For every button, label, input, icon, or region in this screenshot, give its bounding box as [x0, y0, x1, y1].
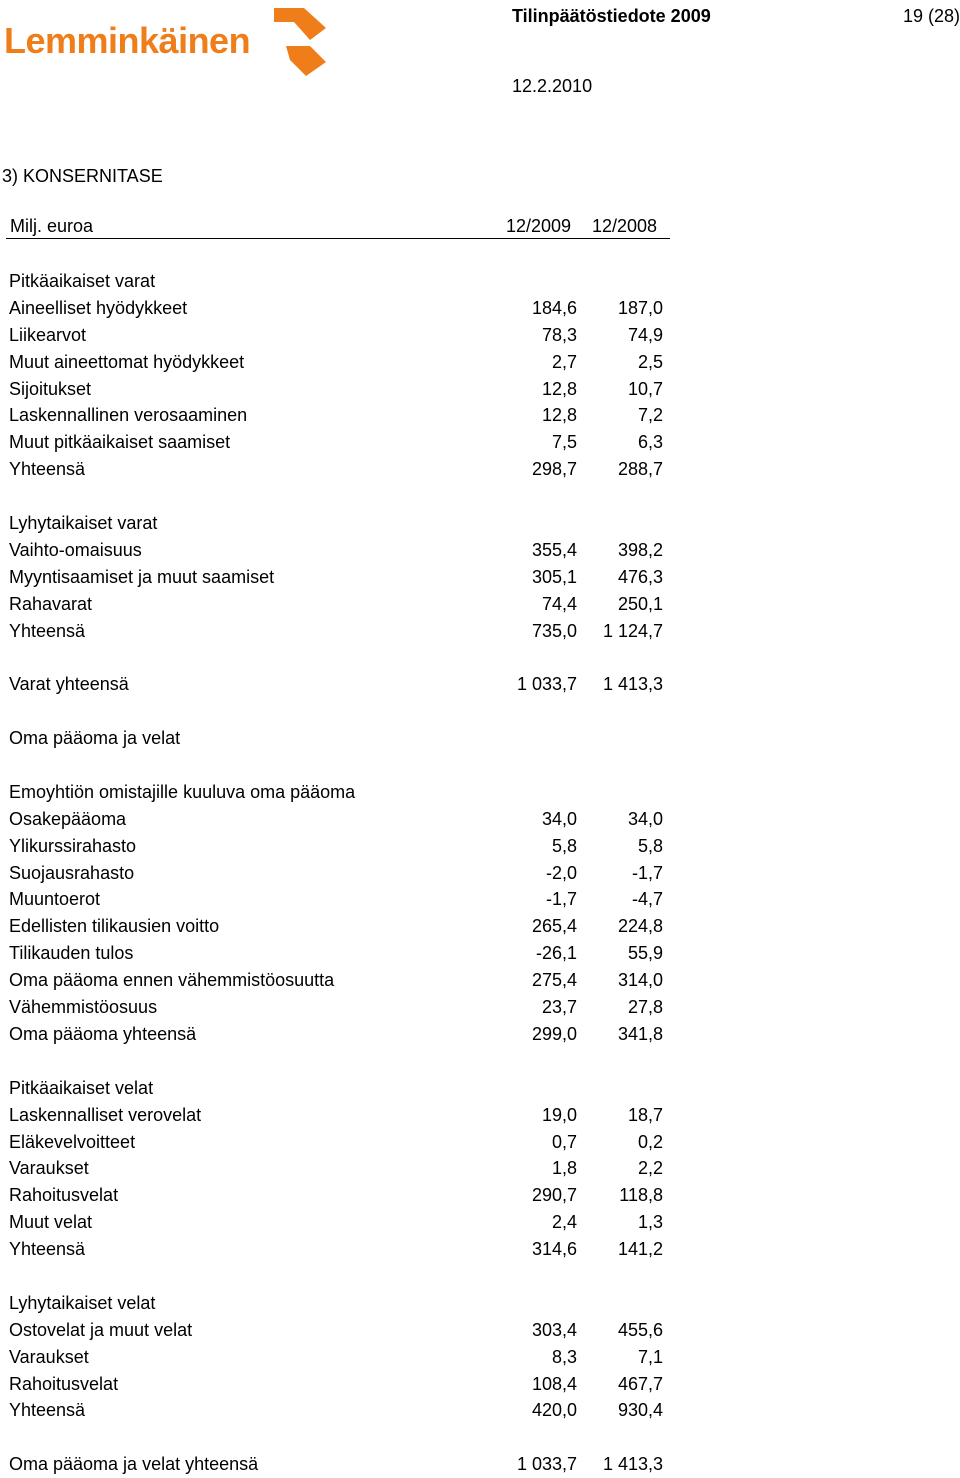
- row-label: Muut velat: [9, 1212, 93, 1233]
- value-2009: 19,0: [541, 1104, 577, 1125]
- row-label: Rahoitusvelat: [9, 1185, 119, 1206]
- table-row: [9, 456, 669, 483]
- value-2008: 2,2: [637, 1158, 663, 1179]
- value-2008: 18,7: [627, 1104, 663, 1125]
- table-row: [9, 322, 669, 349]
- row-label: Yhteensä: [9, 1239, 86, 1260]
- value-2009: 34,0: [541, 808, 577, 829]
- value-2009: -2,0: [545, 862, 577, 883]
- value-2008: 455,6: [617, 1319, 663, 1340]
- value-2008: 288,7: [617, 459, 663, 480]
- table-row: [9, 295, 669, 322]
- value-2008: 467,7: [617, 1373, 663, 1394]
- value-2008: 398,2: [617, 539, 663, 560]
- value-2008: -1,7: [631, 862, 663, 883]
- value-2008: 2,5: [637, 351, 663, 372]
- value-2009: 12,8: [541, 378, 577, 399]
- table-row: [9, 564, 669, 591]
- row-label: Muuntoerot: [9, 889, 101, 910]
- row-label: Muut pitkäaikaiset saamiset: [9, 432, 231, 453]
- table-row: [9, 806, 669, 833]
- row-label: Vaihto-omaisuus: [9, 539, 142, 560]
- row-label: Rahavarat: [9, 593, 93, 614]
- value-2008: 250,1: [617, 593, 663, 614]
- value-2009: -1,7: [545, 889, 577, 910]
- value-2008: 55,9: [627, 943, 663, 964]
- value-2008: 187,0: [617, 297, 663, 318]
- table-row: [9, 1129, 669, 1156]
- value-2008: 1 124,7: [602, 620, 663, 641]
- row-label: Suojausrahasto: [9, 862, 135, 883]
- table-row: [9, 779, 669, 806]
- value-2009: 8,3: [551, 1346, 577, 1367]
- table-row: [9, 1021, 669, 1048]
- value-2009: 265,4: [531, 916, 577, 937]
- row-label: Pitkäaikaiset velat: [9, 1077, 154, 1098]
- row-label: Tilikauden tulos: [9, 943, 134, 964]
- row-label: Muut aineettomat hyödykkeet: [9, 351, 245, 372]
- row-label: Edellisten tilikausien voitto: [9, 916, 220, 937]
- table-row: [9, 510, 669, 537]
- table-row: [9, 618, 669, 645]
- value-2008: -4,7: [631, 889, 663, 910]
- value-2008: 476,3: [617, 566, 663, 587]
- value-2008: 141,2: [617, 1239, 663, 1260]
- logo-mark-icon: [270, 6, 328, 78]
- table-row: [9, 752, 669, 779]
- row-label: Lyhytaikaiset varat: [9, 513, 158, 534]
- row-label: Eläkevelvoitteet: [9, 1131, 136, 1152]
- value-2008: 341,8: [617, 1023, 663, 1044]
- table-row: [9, 967, 669, 994]
- value-2009: -26,1: [535, 943, 577, 964]
- table-header: [6, 216, 670, 239]
- table-row: [9, 349, 669, 376]
- value-2009: 74,4: [541, 593, 577, 614]
- row-label: Aineelliset hyödykkeet: [9, 297, 188, 318]
- value-2009: 1 033,7: [516, 1454, 577, 1475]
- table-row: [9, 1344, 669, 1371]
- value-2008: 5,8: [637, 835, 663, 856]
- value-2009: 2,4: [551, 1212, 577, 1233]
- row-label: Lyhytaikaiset velat: [9, 1292, 156, 1313]
- logo-wordmark: Lemminkäinen: [4, 20, 251, 61]
- row-label: Varaukset: [9, 1346, 89, 1367]
- row-label: Oma pääoma ennen vähemmistöosuutta: [9, 970, 335, 991]
- value-2009: 355,4: [531, 539, 577, 560]
- table-row: [9, 537, 669, 564]
- row-label: Laskennalliset verovelat: [9, 1104, 202, 1125]
- row-label: Liikearvot: [9, 324, 87, 345]
- value-2009: 305,1: [531, 566, 577, 587]
- table-row: [9, 1236, 669, 1263]
- table-row: [9, 268, 669, 295]
- row-label: Varaukset: [9, 1158, 89, 1179]
- value-2009: 420,0: [531, 1400, 577, 1421]
- balance-sheet-table: [9, 268, 669, 1478]
- page-number: 19 (28): [902, 6, 960, 26]
- value-2009: 184,6: [531, 297, 577, 318]
- table-row: [9, 591, 669, 618]
- row-label: Yhteensä: [9, 620, 86, 641]
- table-row: [9, 671, 669, 698]
- row-label: Oma pääoma ja velat yhteensä: [9, 1454, 259, 1475]
- value-2009: 108,4: [531, 1373, 577, 1394]
- table-row: [9, 994, 669, 1021]
- value-2008: 930,4: [617, 1400, 663, 1421]
- row-label: Vähemmistöosuus: [9, 997, 158, 1018]
- row-label: Emoyhtiön omistajille kuuluva oma pääoma: [9, 781, 356, 802]
- row-label: Ylikurssirahasto: [9, 835, 137, 856]
- value-2008: 7,1: [637, 1346, 663, 1367]
- value-2008: 7,2: [637, 405, 663, 426]
- value-2008: 1,3: [637, 1212, 663, 1233]
- value-2008: 10,7: [627, 378, 663, 399]
- row-label: Sijoitukset: [9, 378, 92, 399]
- row-label: Varat yhteensä: [9, 674, 129, 695]
- value-2009: 314,6: [531, 1239, 577, 1260]
- row-label: Oma pääoma yhteensä: [9, 1023, 197, 1044]
- row-label: Pitkäaikaiset varat: [9, 271, 156, 291]
- column-header-2008: 12/2008: [592, 216, 658, 236]
- value-2009: 7,5: [551, 432, 577, 453]
- row-label: Yhteensä: [9, 1400, 86, 1421]
- table-row: [9, 698, 669, 725]
- value-2009: 275,4: [531, 970, 577, 991]
- value-2009: 1,8: [551, 1158, 577, 1179]
- row-label: Ostovelat ja muut velat: [9, 1319, 193, 1340]
- table-row: [9, 1371, 669, 1398]
- value-2009: 298,7: [531, 459, 577, 480]
- value-2008: 34,0: [627, 808, 663, 829]
- value-2009: 5,8: [551, 835, 577, 856]
- table-row: [9, 376, 669, 403]
- table-row: [9, 644, 669, 671]
- table-row: [9, 1263, 669, 1290]
- table-row: [9, 1424, 669, 1451]
- value-2009: 735,0: [531, 620, 577, 641]
- table-row: [9, 860, 669, 887]
- table-row: [9, 940, 669, 967]
- value-2009: 0,7: [551, 1131, 577, 1152]
- row-label: Oma pääoma ja velat: [9, 728, 181, 749]
- table-row: [9, 1317, 669, 1344]
- value-2008: 118,8: [619, 1185, 663, 1206]
- value-2009: 299,0: [531, 1023, 577, 1044]
- table-row: [9, 1182, 669, 1209]
- value-2009: 78,3: [541, 324, 577, 345]
- row-label: Myyntisaamiset ja muut saamiset: [9, 566, 275, 587]
- table-row: [9, 725, 669, 752]
- table-row: [9, 1048, 669, 1075]
- table-row: [9, 402, 669, 429]
- value-2008: 224,8: [617, 916, 663, 937]
- section-title: 3) KONSERNITASE: [2, 166, 163, 186]
- company-logo: [4, 6, 324, 78]
- table-row: [9, 1155, 669, 1182]
- value-2009: 23,7: [541, 997, 577, 1018]
- value-2008: 27,8: [627, 997, 663, 1018]
- table-row: [9, 1209, 669, 1236]
- unit-label: Milj. euroa: [10, 216, 94, 236]
- value-2008: 1 413,3: [602, 1454, 663, 1475]
- value-2008: 1 413,3: [602, 674, 663, 695]
- table-row: [9, 833, 669, 860]
- table-row: [9, 1290, 669, 1317]
- table-row: [9, 1075, 669, 1102]
- value-2009: 290,7: [531, 1185, 577, 1206]
- table-row: [9, 886, 669, 913]
- value-2008: 74,9: [627, 324, 663, 345]
- row-label: Osakepääoma: [9, 808, 127, 829]
- row-label: Yhteensä: [9, 459, 86, 480]
- value-2009: 12,8: [541, 405, 577, 426]
- table-row: [9, 1451, 669, 1478]
- table-row: [9, 1102, 669, 1129]
- table-row: [9, 429, 669, 456]
- row-label: Laskennallinen verosaaminen: [9, 405, 248, 426]
- value-2008: 314,0: [617, 970, 663, 991]
- value-2008: 0,2: [637, 1131, 663, 1152]
- table-row: [9, 1397, 669, 1424]
- document-title: Tilinpäätöstiedote 2009: [512, 6, 711, 26]
- row-label: Rahoitusvelat: [9, 1373, 119, 1394]
- value-2008: 6,3: [637, 432, 663, 453]
- table-row: [9, 483, 669, 510]
- column-header-2009: 12/2009: [506, 216, 572, 236]
- table-row: [9, 913, 669, 940]
- document-date: 12.2.2010: [512, 76, 593, 96]
- value-2009: 303,4: [531, 1319, 577, 1340]
- value-2009: 2,7: [551, 351, 577, 372]
- value-2009: 1 033,7: [516, 674, 577, 695]
